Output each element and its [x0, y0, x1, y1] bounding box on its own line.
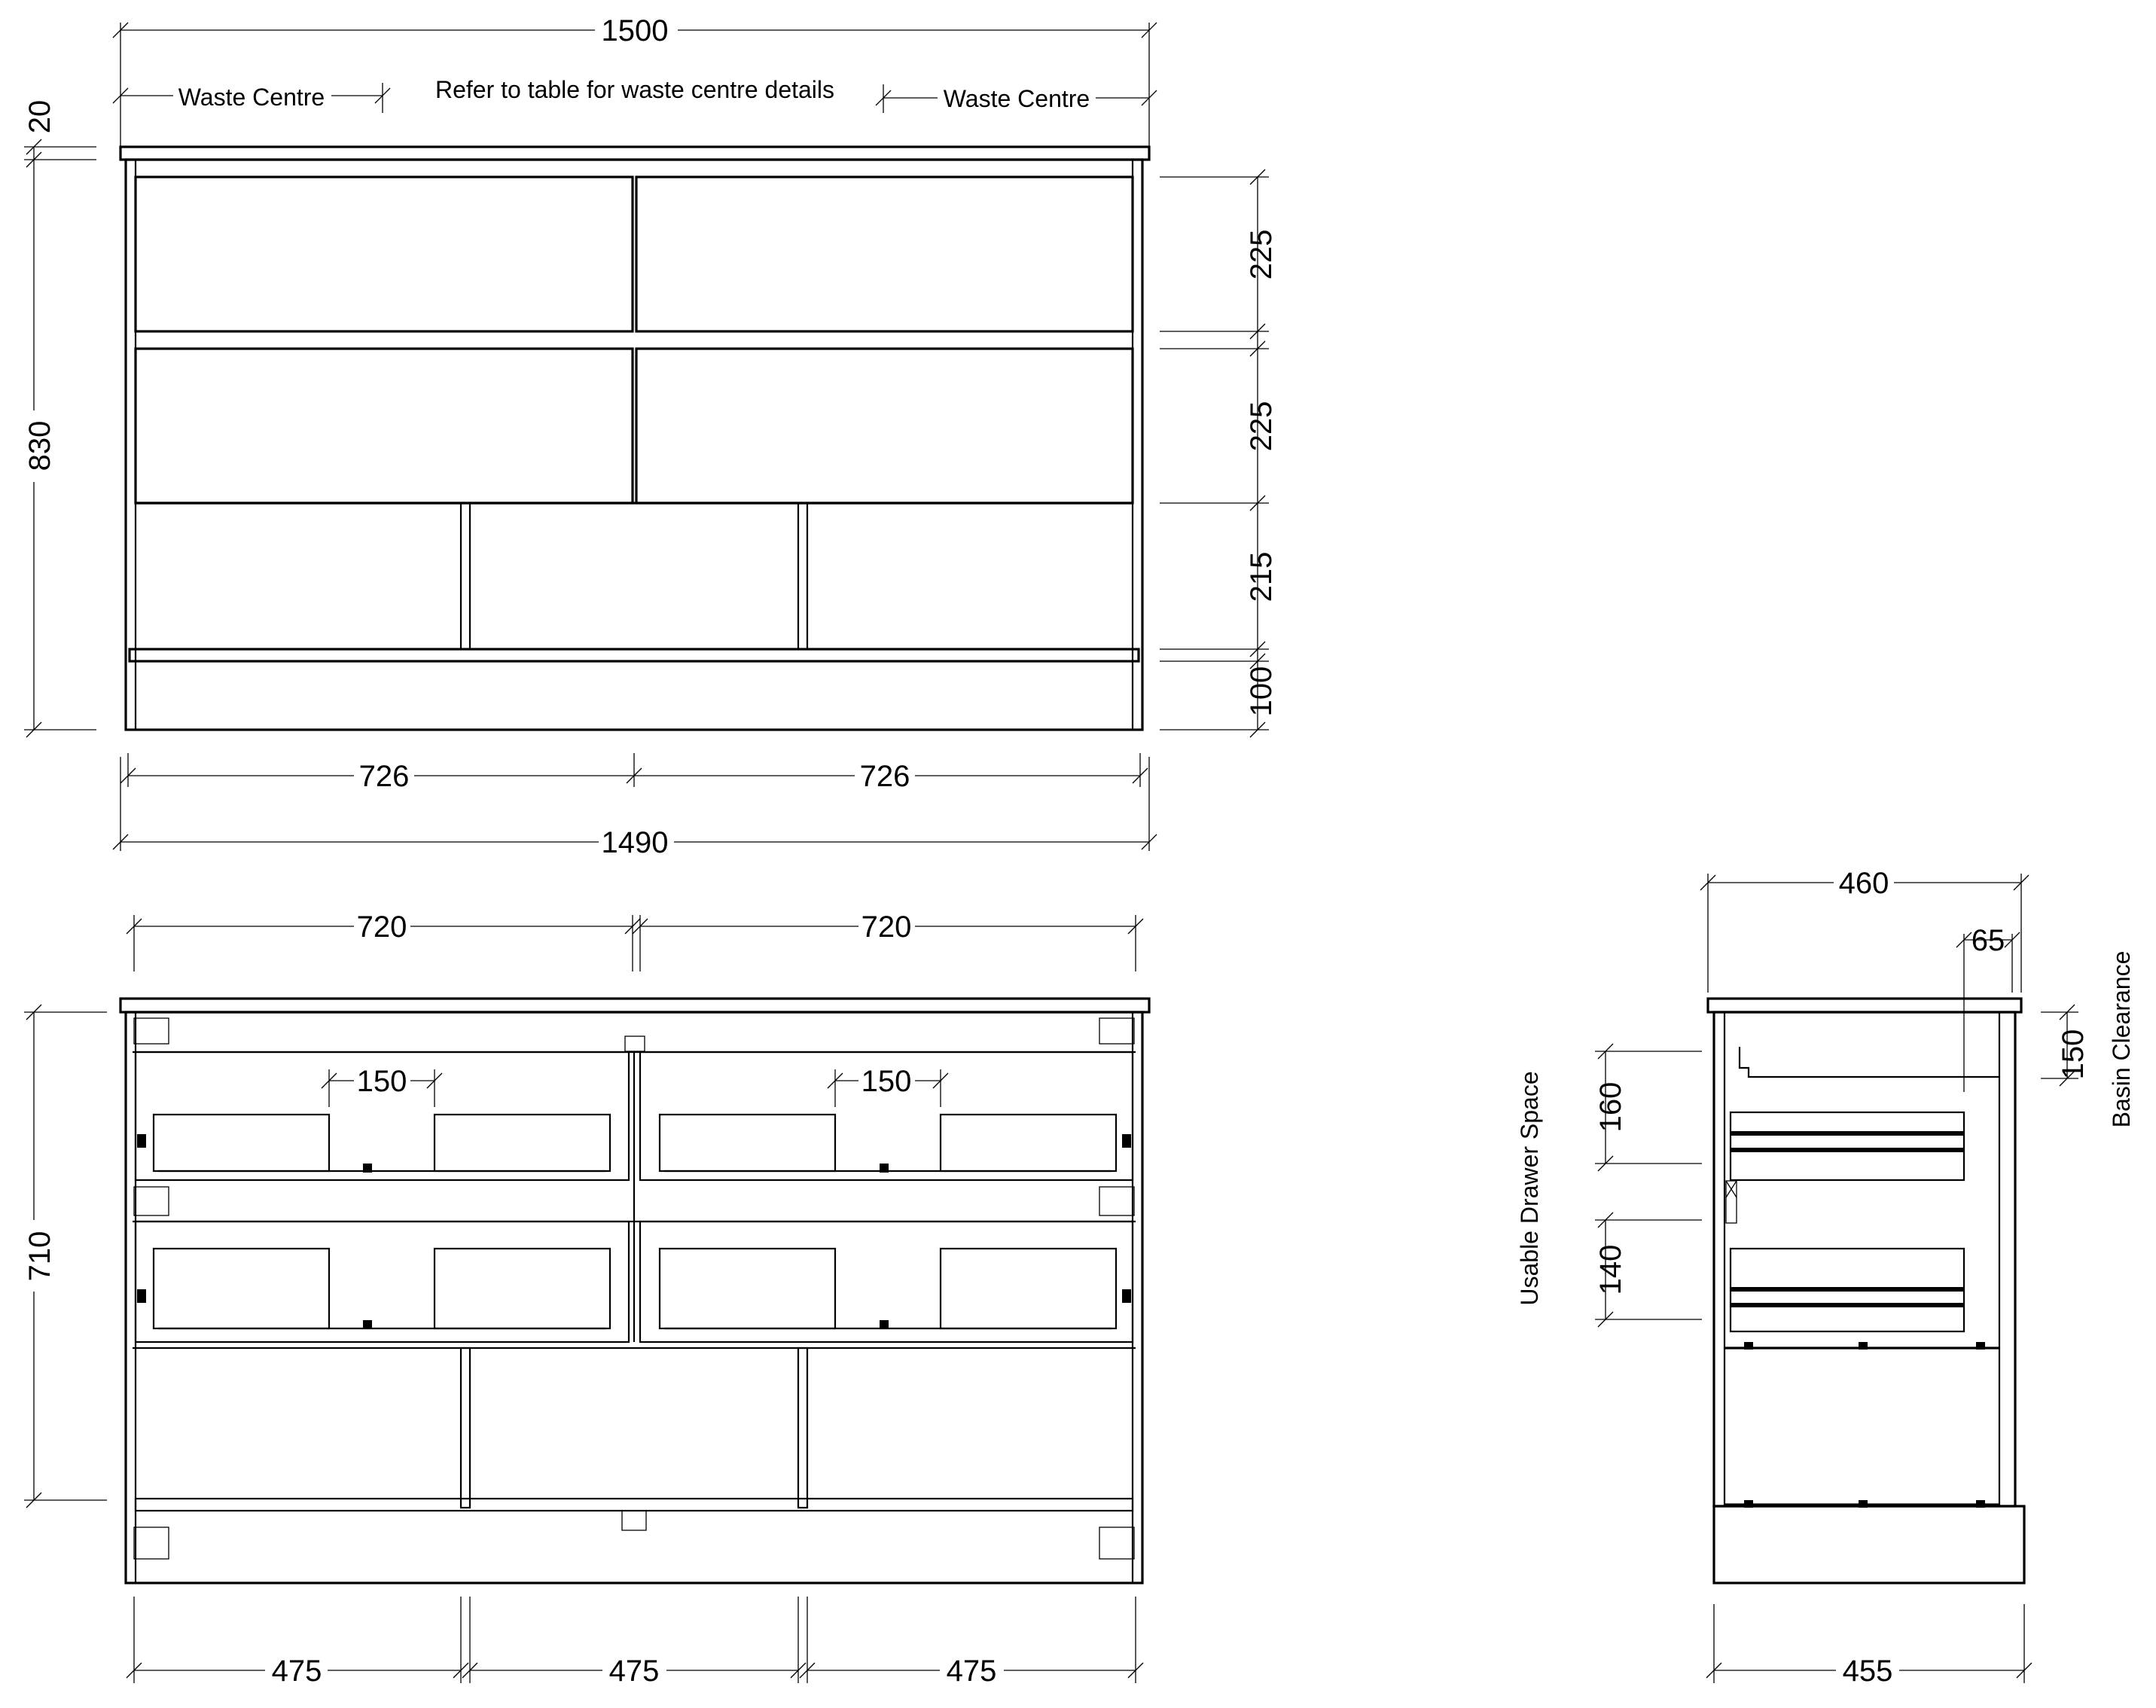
dim-text-460: 460: [1838, 867, 1889, 900]
side-kick: [1714, 1506, 2024, 1583]
dim-plan-bays: [127, 1597, 1143, 1688]
plan-benchtop: [120, 999, 1149, 1012]
dim-text-225-lower: 225: [1245, 401, 1278, 452]
dim-text-475-b: 475: [608, 1655, 660, 1688]
dim-plan-top-widths: [127, 910, 1143, 971]
plan-tray-ur-a: [660, 1115, 835, 1171]
dim-text-150-right: 150: [861, 1065, 912, 1098]
dim-plan-depth: [23, 1005, 107, 1508]
plan-tray-lr-b: [941, 1249, 1116, 1328]
dim-text-726-left: 726: [358, 760, 410, 793]
plan-drawer-lower-left: [136, 1222, 629, 1342]
side-hardware: [1726, 1181, 1985, 1508]
dim-text-140: 140: [1594, 1244, 1627, 1295]
dim-text-475-c: 475: [946, 1655, 997, 1688]
dim-front-widths: [113, 753, 1157, 859]
side-section: [1516, 867, 2135, 1688]
dim-text-455: 455: [1842, 1655, 1893, 1688]
plan-view: [23, 910, 1149, 1688]
dim-side-carcass-depth: [1706, 1604, 2032, 1688]
plan-tray-lr-a: [660, 1249, 835, 1328]
dim-text-100: 100: [1245, 666, 1278, 717]
shelf-divider-left: [461, 503, 470, 649]
plan-bottom-shelf: [136, 1499, 1133, 1511]
drawer-front-top-left: [136, 177, 633, 331]
waste-centre-right-label: Waste Centre: [943, 85, 1090, 112]
usable-drawer-space-label: Usable Drawer Space: [1516, 1071, 1543, 1306]
side-drawer-upper: [1731, 1112, 1964, 1180]
drawer-front-mid-left: [136, 349, 633, 503]
front-elevation: [23, 14, 1278, 859]
side-carcass: [1714, 1012, 2015, 1506]
dim-text-1500: 1500: [601, 14, 669, 47]
drawer-front-mid-right: [636, 349, 1133, 503]
benchtop: [120, 147, 1149, 160]
drawer-front-top-right: [636, 177, 1133, 331]
dim-text-720-right: 720: [861, 910, 912, 944]
shelf-divider-right: [798, 503, 807, 649]
plan-tray-ur-b: [941, 1115, 1116, 1171]
dim-text-830: 830: [23, 420, 56, 471]
plan-divider-left: [461, 1348, 470, 1508]
side-benchtop: [1708, 999, 2021, 1012]
plan-tray-ul-b: [435, 1115, 610, 1171]
dim-text-65: 65: [1971, 924, 2005, 957]
dim-side-offset: [1956, 924, 2020, 1092]
plan-divider-right: [798, 1348, 807, 1508]
dim-text-710: 710: [23, 1231, 56, 1282]
front-carcass: [126, 160, 1142, 730]
dim-text-225-upper: 225: [1245, 229, 1278, 280]
dim-text-720-left: 720: [356, 910, 407, 944]
dim-usable-drawer-space: [1516, 1044, 1702, 1327]
dim-text-475-a: 475: [271, 1655, 322, 1688]
dim-text-160: 160: [1594, 1081, 1627, 1133]
waste-centre-note: Refer to table for waste centre details: [435, 76, 835, 103]
dim-text-1490: 1490: [601, 826, 669, 859]
bottom-shelf: [130, 649, 1139, 661]
plan-tray-ll-a: [154, 1249, 329, 1328]
plan-tray-ll-b: [435, 1249, 610, 1328]
side-basin-recess: [1740, 1047, 1999, 1077]
dim-left-heights: [23, 100, 96, 737]
basin-clearance-label: Basin Clearance: [2108, 950, 2135, 1128]
dim-waste-centres: [113, 76, 1157, 113]
waste-centre-left-label: Waste Centre: [178, 84, 325, 111]
dim-text-726-right: 726: [859, 760, 910, 793]
dim-text-20: 20: [23, 99, 56, 134]
dim-text-150-left: 150: [356, 1065, 407, 1098]
dim-right-heights: [1160, 169, 1278, 737]
plan-tray-ul-a: [154, 1115, 329, 1171]
dim-text-150-clearance: 150: [2057, 1029, 2090, 1080]
dim-text-215: 215: [1245, 551, 1278, 602]
dim-basin-clearance: [2041, 951, 2135, 1128]
